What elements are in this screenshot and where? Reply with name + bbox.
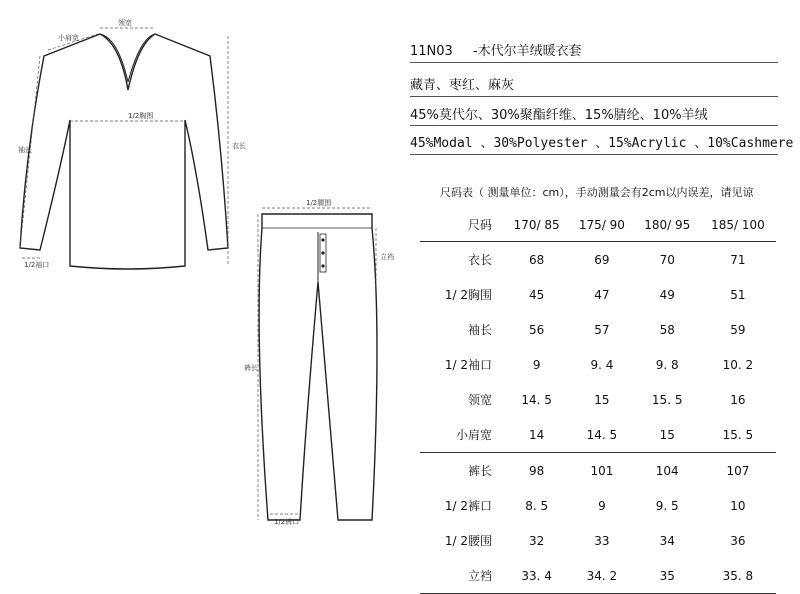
table-cell: 9 xyxy=(598,498,606,513)
table-cell: 45 xyxy=(529,287,545,302)
table-row xyxy=(420,523,776,558)
label-half-hem: 1/2裤口 xyxy=(274,518,300,526)
table-cell: 14 xyxy=(504,417,569,453)
header-cell: 尺码 xyxy=(420,208,504,242)
product-colors: 藏青、枣红、麻灰 xyxy=(410,78,515,93)
table-row xyxy=(420,558,776,594)
garment-measurement-diagram xyxy=(0,0,420,533)
table-cell: 59 xyxy=(730,322,746,337)
table-cell: 34. 2 xyxy=(569,558,634,594)
table-cell: 107 xyxy=(726,463,750,478)
table-cell: 36 xyxy=(730,533,746,548)
table-cell: 16 xyxy=(730,392,746,407)
table-cell: 15 xyxy=(635,417,700,453)
row-label: 小肩宽 xyxy=(420,417,504,453)
table-cell: 14. 5 xyxy=(521,392,552,407)
table-cell: 47 xyxy=(594,287,610,302)
table-cell: 58 xyxy=(659,322,675,337)
table-cell: 49 xyxy=(659,287,675,302)
row-label: 袖长 xyxy=(467,323,492,337)
table-cell: 8. 5 xyxy=(525,498,549,513)
product-code: 11N03 xyxy=(410,44,453,59)
size-table-title: 尺码表（ 测量单位：cm），手动测量会有2cm以内误差，请见谅 xyxy=(440,186,754,199)
table-row xyxy=(420,277,776,312)
table-cell: 101 xyxy=(590,463,614,478)
row-label: 立裆 xyxy=(420,558,504,594)
table-row xyxy=(420,488,776,523)
table-cell: 57 xyxy=(594,322,610,337)
label-half-waist: 1/2腰围 xyxy=(306,199,332,207)
table-cell: 10 xyxy=(730,498,746,513)
table-cell: 9. 5 xyxy=(655,498,679,513)
label-rise: 立裆 xyxy=(380,253,394,261)
table-cell: 33 xyxy=(594,533,610,548)
row-label: 1/ 2裤口 xyxy=(444,499,492,513)
table-cell: 9 xyxy=(532,357,541,372)
table-cell: 15 xyxy=(594,392,610,407)
label-collar-width: 领宽 xyxy=(118,19,132,27)
row-label: 1/ 2胸围 xyxy=(444,288,492,302)
header-cell: 170/ 85 xyxy=(504,208,569,242)
composition-en: 45%Modal 、30%Polyester 、15%Acrylic 、10%Cashmere xyxy=(410,136,794,151)
table-cell: 51 xyxy=(730,287,746,302)
table-cell: 15. 5 xyxy=(651,392,683,407)
table-row xyxy=(420,417,776,453)
header-cell: 185/ 100 xyxy=(700,208,776,242)
table-cell: 71 xyxy=(730,252,746,267)
row-label: 衣长 xyxy=(467,253,492,267)
table-cell: 32 xyxy=(529,533,545,548)
table-cell: 98 xyxy=(529,463,545,478)
label-small-shoulder: 小肩宽 xyxy=(58,34,79,42)
table-cell: 34 xyxy=(659,533,675,548)
table-cell: 15. 5 xyxy=(700,417,776,453)
row-label: 领宽 xyxy=(467,393,492,407)
size-table xyxy=(420,208,776,594)
composition-cn: 45%莫代尔、30%聚酯纤维、15%腈纶、10%羊绒 xyxy=(410,108,708,123)
table-row xyxy=(420,382,776,417)
product-title xyxy=(410,40,582,59)
row-label: 1/ 2腰围 xyxy=(444,534,492,548)
table-cell: 10. 2 xyxy=(722,357,754,372)
label-half-cuff: 1/2袖口 xyxy=(24,261,50,269)
product-name: -木代尔羊绒暖衣套 xyxy=(472,44,582,59)
row-label: 裤长 xyxy=(467,464,492,478)
size-table-header-row xyxy=(420,208,776,242)
row-label: 1/ 2袖口 xyxy=(444,358,492,372)
label-top-length: 衣长 xyxy=(232,142,246,150)
shirt-outline xyxy=(20,34,228,269)
header-cell: 180/ 95 xyxy=(635,208,700,242)
table-cell: 9. 8 xyxy=(655,357,679,372)
header-cell: 175/ 90 xyxy=(569,208,634,242)
table-row xyxy=(420,453,776,489)
divider xyxy=(410,125,778,126)
label-sleeve-length: 袖长 xyxy=(18,146,32,154)
table-cell: 33. 4 xyxy=(504,558,569,594)
table-cell: 68 xyxy=(529,252,545,267)
table-cell: 69 xyxy=(594,252,610,267)
label-pants-length: 裤长 xyxy=(244,364,258,372)
divider xyxy=(410,154,778,155)
pants-dimension-lines xyxy=(258,208,376,520)
table-row xyxy=(420,242,776,278)
pants-outline xyxy=(259,214,377,520)
divider xyxy=(410,62,778,63)
shirt-dimension-lines xyxy=(20,28,228,266)
table-cell: 9. 4 xyxy=(590,357,614,372)
divider xyxy=(410,96,778,97)
table-cell: 14. 5 xyxy=(569,417,634,453)
table-cell: 104 xyxy=(655,463,679,478)
label-half-chest: 1/2胸围 xyxy=(128,112,154,120)
table-cell: 56 xyxy=(529,322,545,337)
table-cell: 35. 8 xyxy=(700,558,776,594)
table-row xyxy=(420,312,776,347)
table-cell: 70 xyxy=(659,252,675,267)
table-row xyxy=(420,347,776,382)
table-cell: 35 xyxy=(635,558,700,594)
